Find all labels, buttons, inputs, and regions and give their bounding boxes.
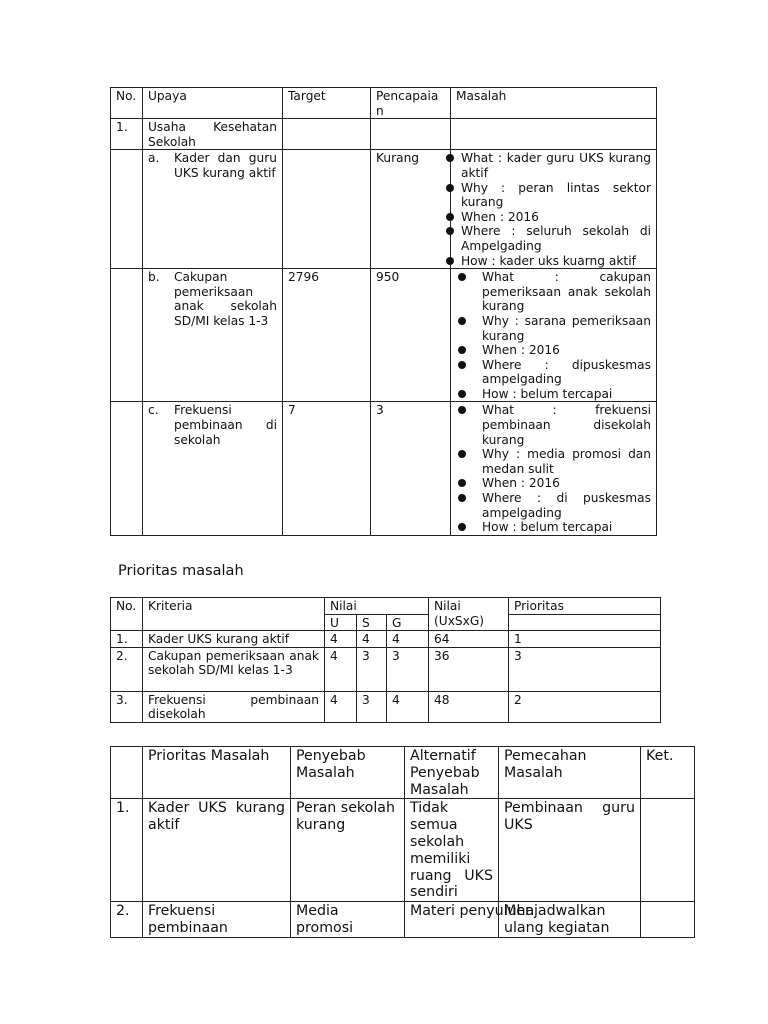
row-s: 4 <box>357 631 387 648</box>
row-target: 7 <box>283 402 371 535</box>
masalah-bullet: When : 2016 <box>456 343 651 358</box>
row-upaya-text: Kader dan guru UKS kurang aktif <box>174 151 277 180</box>
header-nilai: Nilai <box>325 598 429 615</box>
row-masalah <box>451 402 657 535</box>
row-no: 2. <box>111 902 143 938</box>
row-upaya <box>143 402 283 535</box>
row-letter: b. <box>148 270 160 285</box>
row-kriteria: Cakupan pemeriksaan anak sekolah SD/MI kelas 1-3 <box>143 647 325 691</box>
header-u: U <box>325 614 357 631</box>
row-u: 4 <box>325 647 357 691</box>
row-masalah <box>451 269 657 402</box>
header-upaya: Upaya <box>143 88 283 119</box>
header-penyebab: Penyebab Masalah <box>291 747 405 799</box>
row-prioritas: 1 <box>509 631 661 648</box>
table-row <box>111 902 695 938</box>
row-target: 2796 <box>283 269 371 402</box>
row-nilai: 48 <box>429 691 509 722</box>
header-ket: Ket. <box>641 747 695 799</box>
header-prioritas-blank <box>509 614 661 631</box>
masalah-bullet: When : 2016 <box>456 210 651 225</box>
row-letter: a. <box>148 151 160 166</box>
header-kriteria: Kriteria <box>143 598 325 631</box>
table-row <box>111 799 695 902</box>
header-pemecahan: Pemecahan Masalah <box>499 747 641 799</box>
section-no: 1. <box>111 119 143 150</box>
masalah-bullet: Why : sarana pemeriksaan kurang <box>456 314 651 343</box>
masalah-bullet: Where : di puskesmas ampelgading <box>456 491 651 520</box>
row-g: 4 <box>387 691 429 722</box>
masalah-bullet: How : kader uks kuarng aktif <box>456 254 651 269</box>
section-upaya: Usaha Kesehatan Sekolah <box>143 119 283 150</box>
row-pemecahan: Pembinaan guru UKS <box>499 799 641 902</box>
row-kriteria: Kader UKS kurang aktif <box>143 631 325 648</box>
header-prioritas: Prioritas <box>509 598 661 615</box>
upaya-masalah-table <box>110 87 657 536</box>
row-ket <box>641 902 695 938</box>
table-header-row <box>111 747 695 799</box>
table-header-row <box>111 88 657 119</box>
masalah-bullet: Why : media promosi dan medan sulit <box>456 447 651 476</box>
row-letter: c. <box>148 403 159 418</box>
row-pencapaian: 3 <box>371 402 451 535</box>
row-upaya <box>143 269 283 402</box>
row-target <box>283 150 371 269</box>
row-prioritas: 2 <box>509 691 661 722</box>
masalah-bullet: How : belum tercapai <box>456 520 651 535</box>
table-row <box>111 402 657 535</box>
row-prioritas-masalah: Kader UKS kurang aktif <box>143 799 291 902</box>
row-prioritas-masalah: Frekuensi pembinaan <box>143 902 291 938</box>
header-no: No. <box>111 598 143 631</box>
masalah-bullet: Where : seluruh sekolah di Ampelgading <box>456 224 651 253</box>
row-u: 4 <box>325 691 357 722</box>
row-g: 4 <box>387 631 429 648</box>
masalah-bullet: What : kader guru UKS kurang aktif <box>456 151 651 180</box>
row-nilai: 36 <box>429 647 509 691</box>
masalah-bullet: What : frekuensi pembinaan disekolah kurang <box>456 403 651 447</box>
pemecahan-masalah-table <box>110 746 695 938</box>
row-prioritas: 3 <box>509 647 661 691</box>
masalah-bullet: When : 2016 <box>456 476 651 491</box>
prioritas-table <box>110 597 661 723</box>
row-no <box>111 402 143 535</box>
header-pencapaian: Pencapaian <box>371 88 451 119</box>
table-row <box>111 691 661 722</box>
row-g: 3 <box>387 647 429 691</box>
row-upaya <box>143 150 283 269</box>
section-pencapaian <box>371 119 451 150</box>
row-no <box>111 269 143 402</box>
table-row <box>111 631 661 648</box>
row-pencapaian: Kurang <box>371 150 451 269</box>
row-upaya-text: Frekuensi pembinaan di sekolah <box>174 403 277 447</box>
row-ket <box>641 799 695 902</box>
header-g: G <box>387 614 429 631</box>
masalah-bullet: How : belum tercapai <box>456 387 651 402</box>
masalah-bullet: Where : dipuskesmas ampelgading <box>456 358 651 387</box>
section-masalah <box>451 119 657 150</box>
row-upaya-text: Cakupan pemeriksaan anak sekolah SD/MI kelas 1-3 <box>174 270 277 328</box>
row-pemecahan: Menjadwalkan ulang kegiatan <box>499 902 641 938</box>
header-alternatif: Alternatif Penyebab Masalah <box>405 747 499 799</box>
row-s: 3 <box>357 647 387 691</box>
table-row <box>111 647 661 691</box>
header-masalah: Masalah <box>451 88 657 119</box>
section-heading: Prioritas masalah <box>118 563 244 579</box>
row-no: 3. <box>111 691 143 722</box>
masalah-bullet: Why : peran lintas sektor kurang <box>456 181 651 210</box>
row-penyebab: Peran sekolah kurang <box>291 799 405 902</box>
row-nilai: 64 <box>429 631 509 648</box>
header-no <box>111 747 143 799</box>
row-s: 3 <box>357 691 387 722</box>
header-nilai-uxsxg: Nilai (UxSxG) <box>429 598 509 631</box>
row-kriteria: Frekuensi pembinaan disekolah <box>143 691 325 722</box>
header-prioritas-masalah: Prioritas Masalah <box>143 747 291 799</box>
row-pencapaian: 950 <box>371 269 451 402</box>
row-no: 1. <box>111 631 143 648</box>
row-no: 2. <box>111 647 143 691</box>
row-no <box>111 150 143 269</box>
row-alternatif: Materi penyuluha <box>405 902 499 938</box>
header-s: S <box>357 614 387 631</box>
header-no: No. <box>111 88 143 119</box>
row-u: 4 <box>325 631 357 648</box>
row-no: 1. <box>111 799 143 902</box>
section-target <box>283 119 371 150</box>
table-row <box>111 269 657 402</box>
header-target: Target <box>283 88 371 119</box>
row-masalah <box>451 150 657 269</box>
section-row <box>111 119 657 150</box>
row-penyebab: Media promosi <box>291 902 405 938</box>
row-alternatif: Tidak semua sekolah memiliki ruang UKS sendiri <box>405 799 499 902</box>
masalah-bullet: What : cakupan pemeriksaan anak sekolah kurang <box>456 270 651 314</box>
table-header-row <box>111 598 661 615</box>
table-row <box>111 150 657 269</box>
